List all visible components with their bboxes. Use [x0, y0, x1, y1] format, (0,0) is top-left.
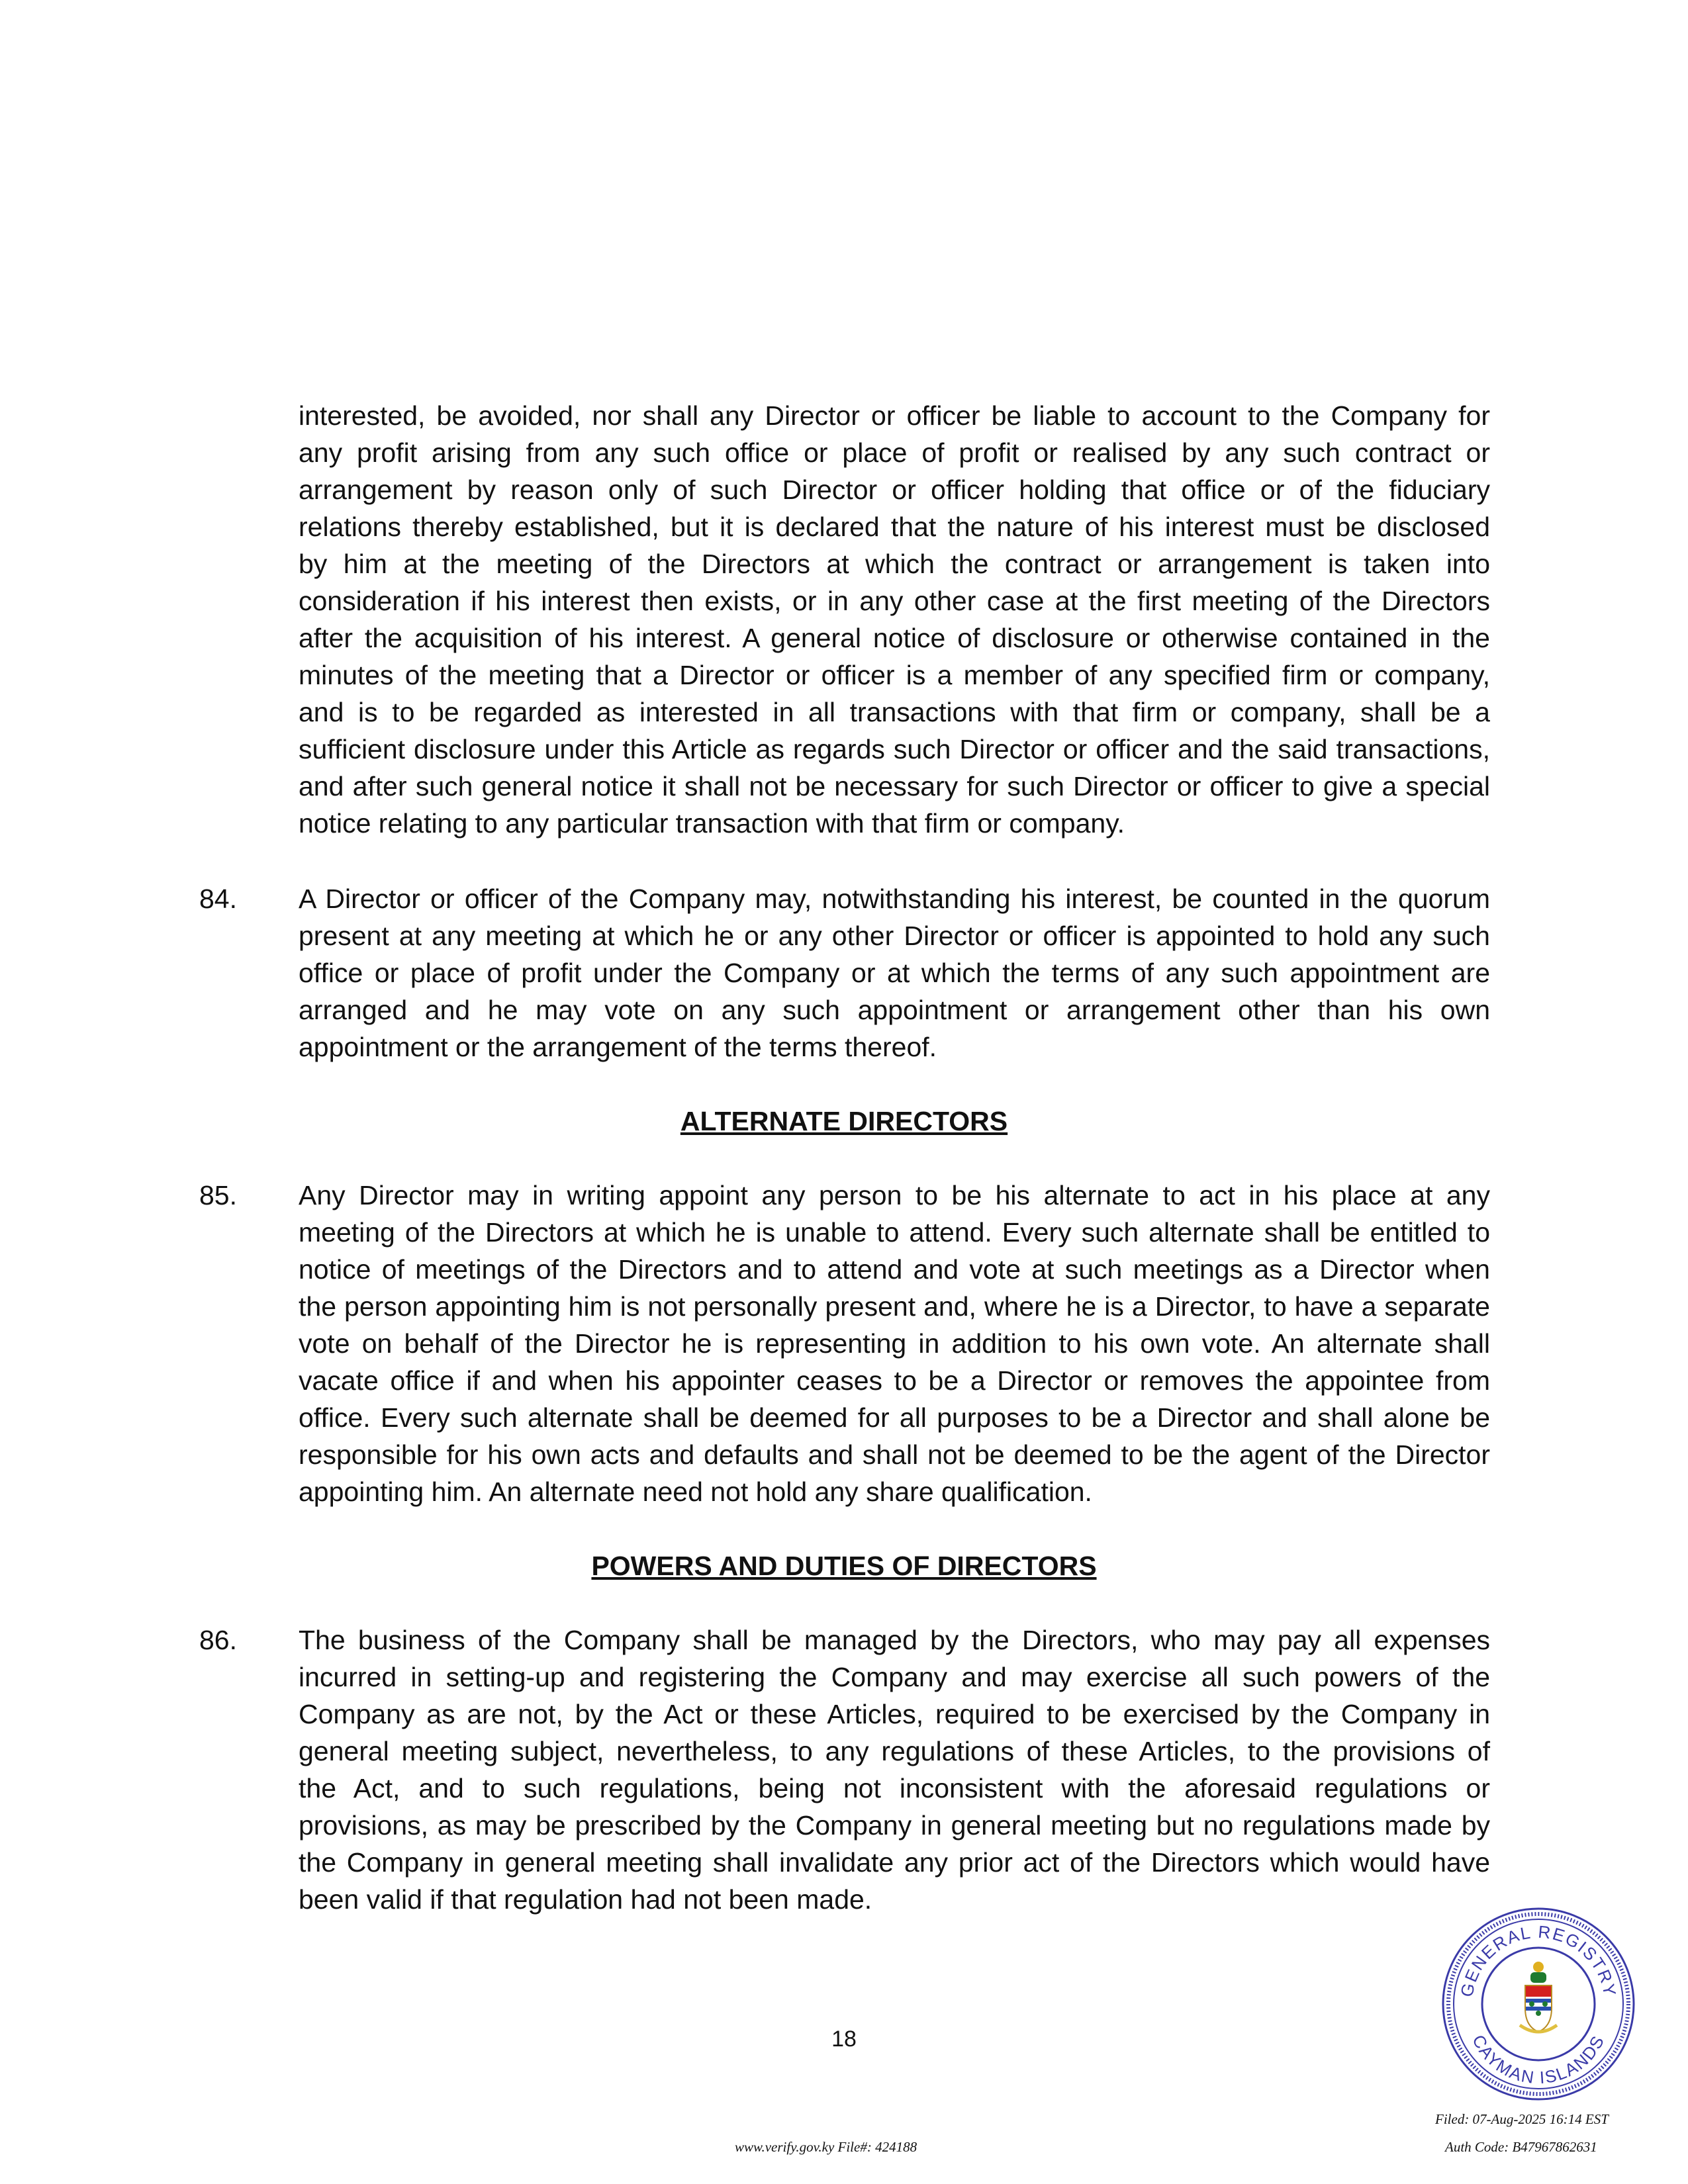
heading-text: ALTERNATE DIRECTORS: [680, 1106, 1008, 1136]
text-line: by him at the meeting of the Directors at which the contract or arrangement is taken into: [299, 549, 1490, 579]
article-number-86: 86.: [199, 1625, 237, 1655]
text-line: Any Director may in writing appoint any person to be his alternate to act in his place at any: [299, 1180, 1490, 1210]
text-line: vacate office if and when his appointer ceases to be a Director or removes the appointee from: [299, 1365, 1490, 1396]
svg-text:GENERAL REGISTRY: GENERAL REGISTRY: [1456, 1921, 1620, 1999]
page-number: 18: [831, 2026, 857, 2052]
article-85-text: [299, 1177, 1490, 1510]
text-line: appointment or the arrangement of the terms thereof.: [299, 1032, 937, 1062]
text-line: any profit arising from any such office or place of profit or realised by any such contract or: [299, 437, 1490, 468]
text-line: A Director or officer of the Company may, notwithstanding his interest, be counted in the quorum: [299, 884, 1490, 914]
article-number-85: 85.: [199, 1180, 237, 1210]
auth-code: Auth Code: B47967862631: [1445, 2139, 1597, 2155]
paragraph-continued: [299, 397, 1490, 842]
text-line: the Company in general meeting shall invalidate any prior act of the Directors which would have: [299, 1847, 1490, 1878]
text-line: Company as are not, by the Act or these Articles, required to be exercised by the Company in: [299, 1699, 1490, 1729]
text-line: arranged and he may vote on any such appointment or arrangement other than his own: [299, 995, 1490, 1025]
heading-powers-and-duties: [0, 1547, 1688, 1584]
text-line: sufficient disclosure under this Article as regards such Director or officer and the said transactions,: [299, 734, 1490, 764]
text-line: and is to be regarded as interested in all transactions with that firm or company, shall be a: [299, 697, 1490, 727]
text-line: incurred in setting-up and registering the Company and may exercise all such powers of the: [299, 1662, 1490, 1692]
text-line: general meeting subject, nevertheless, to any regulations of these Articles, to the provisions of: [299, 1736, 1490, 1766]
text-line: The business of the Company shall be managed by the Directors, who may pay all expenses: [299, 1625, 1490, 1655]
text-line: minutes of the meeting that a Director or officer is a member of any specified firm or company,: [299, 660, 1490, 690]
text-line: the person appointing him is not personally present and, where he is a Director, to have a separate: [299, 1291, 1490, 1322]
general-registry-seal: [1440, 1906, 1636, 2102]
heading-text: POWERS AND DUTIES OF DIRECTORS: [591, 1551, 1097, 1581]
text-line: office or place of profit under the Company or at which the terms of any such appointment are: [299, 958, 1490, 988]
coat-of-arms-icon: [1520, 1962, 1557, 2032]
verify-url-file-number: www.verify.gov.ky File#: 424188: [735, 2139, 917, 2155]
heading-alternate-directors: [0, 1103, 1688, 1140]
text-line: interested, be avoided, nor shall any Director or officer be liable to account to the Company for: [299, 400, 1490, 431]
text-line: after the acquisition of his interest. A general notice of disclosure or otherwise contained in the: [299, 623, 1490, 653]
text-line: and after such general notice it shall not be necessary for such Director or officer to give a special: [299, 771, 1490, 801]
svg-text:CAYMAN ISLANDS: CAYMAN ISLANDS: [1468, 2031, 1609, 2088]
filed-timestamp: Filed: 07-Aug-2025 16:14 EST: [1435, 2111, 1609, 2127]
text-line: vote on behalf of the Director he is representing in addition to his own vote. An alternate shall: [299, 1328, 1490, 1359]
text-line: arrangement by reason only of such Director or officer holding that office or of the fiduciary: [299, 475, 1490, 505]
article-number-84: 84.: [199, 884, 237, 914]
text-line: been valid if that regulation had not been made.: [299, 1884, 872, 1915]
text-line: office. Every such alternate shall be deemed for all purposes to be a Director and shall alone be: [299, 1402, 1490, 1433]
text-line: the Act, and to such regulations, being not inconsistent with the aforesaid regulations or: [299, 1773, 1490, 1803]
text-line: notice relating to any particular transaction with that firm or company.: [299, 808, 1125, 839]
text-line: present at any meeting at which he or any other Director or officer is appointed to hold any such: [299, 921, 1490, 951]
text-line: meeting of the Directors at which he is unable to attend. Every such alternate shall be entitled to: [299, 1217, 1490, 1248]
text-line: provisions, as may be prescribed by the Company in general meeting but no regulations made by: [299, 1810, 1490, 1841]
text-line: appointing him. An alternate need not hold any share qualification.: [299, 1477, 1092, 1507]
article-84-text: [299, 880, 1490, 1066]
text-line: responsible for his own acts and defaults and shall not be deemed to be the agent of the Director: [299, 1439, 1490, 1470]
text-line: notice of meetings of the Directors and to attend and vote at such meetings as a Director when: [299, 1254, 1490, 1285]
article-86-text: [299, 1621, 1490, 1918]
text-line: consideration if his interest then exists, or in any other case at the first meeting of the Directors: [299, 586, 1490, 616]
text-line: relations thereby established, but it is declared that the nature of his interest must be disclosed: [299, 512, 1490, 542]
